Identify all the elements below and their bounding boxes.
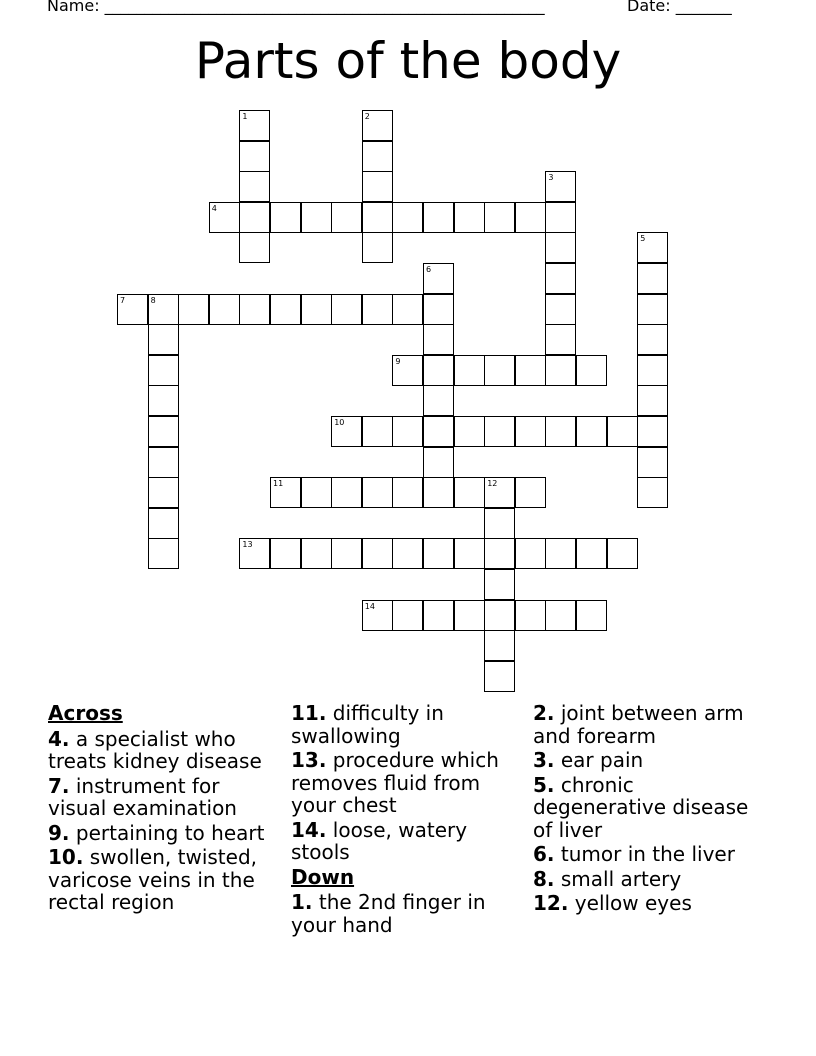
grid-cell[interactable]	[362, 600, 393, 631]
puzzle-title: Parts of the body	[194, 32, 622, 90]
grid-cell[interactable]	[515, 416, 546, 447]
clue-text: pertaining to heart	[75, 820, 265, 845]
clue-number: 12.	[533, 891, 569, 915]
grid-cell[interactable]	[270, 538, 301, 569]
grid-cell[interactable]	[392, 416, 423, 447]
grid-cell[interactable]	[454, 202, 485, 233]
cell-number: 14	[364, 601, 375, 611]
grid-cell[interactable]	[423, 263, 454, 294]
grid-cell[interactable]	[423, 600, 454, 631]
clue-column-3	[533, 702, 769, 917]
grid-cell[interactable]	[545, 538, 576, 569]
clue-across-7	[48, 775, 284, 820]
clue-number: 14.	[291, 817, 327, 842]
grid-cell[interactable]	[484, 569, 515, 600]
grid-cell[interactable]	[209, 294, 240, 325]
grid-cell[interactable]	[545, 294, 576, 325]
cell-number: 9	[395, 356, 401, 366]
grid-cell[interactable]	[484, 661, 515, 692]
grid-cell[interactable]	[362, 294, 393, 325]
name-field-label[interactable]: Name: _______________________________________________________	[47, 0, 545, 15]
grid-cell[interactable]	[454, 477, 485, 508]
grid-cell[interactable]	[239, 141, 270, 172]
grid-cell[interactable]	[607, 416, 638, 447]
grid-cell[interactable]	[423, 385, 454, 416]
grid-cell[interactable]	[270, 294, 301, 325]
clue-number: 10.	[48, 845, 84, 869]
clue-number: 2.	[533, 701, 555, 725]
grid-cell[interactable]	[392, 538, 423, 569]
clue-across-10	[48, 846, 284, 914]
clue-column-1	[48, 702, 284, 916]
grid-cell[interactable]	[148, 294, 179, 325]
grid-cell[interactable]	[423, 538, 454, 569]
grid-cell[interactable]	[423, 324, 454, 355]
cell-number: 12	[487, 479, 498, 489]
grid-cell[interactable]	[515, 202, 546, 233]
grid-cell[interactable]	[545, 202, 576, 233]
grid-cell[interactable]	[545, 324, 576, 355]
grid-cell[interactable]	[423, 416, 454, 447]
grid-cell[interactable]	[148, 355, 179, 386]
grid-cell[interactable]	[148, 538, 179, 569]
grid-cell[interactable]	[515, 600, 546, 631]
grid-cell[interactable]	[209, 202, 240, 233]
clue-down-6	[533, 843, 769, 866]
grid-cell[interactable]	[148, 416, 179, 447]
clue-across-13	[291, 749, 527, 817]
grid-cell[interactable]	[637, 385, 668, 416]
grid-cell[interactable]	[576, 600, 607, 631]
cell-number: 2	[364, 112, 370, 121]
grid-cell[interactable]	[423, 202, 454, 233]
cell-number: 6	[426, 265, 432, 274]
grid-cell[interactable]	[392, 202, 423, 233]
grid-cell[interactable]	[515, 355, 546, 386]
grid-cell[interactable]	[362, 538, 393, 569]
clue-down-12	[533, 892, 769, 915]
cell-number: 4	[211, 203, 217, 213]
clue-across-4	[48, 728, 284, 773]
grid-cell[interactable]	[331, 477, 362, 508]
grid-cell[interactable]	[637, 294, 668, 325]
clue-number: 7.	[48, 773, 70, 798]
grid-cell[interactable]	[545, 263, 576, 294]
clue-across-11	[291, 702, 527, 747]
grid-cell[interactable]	[239, 538, 270, 569]
grid-cell[interactable]	[545, 232, 576, 263]
grid-cell[interactable]	[423, 477, 454, 508]
grid-cell[interactable]	[545, 171, 576, 202]
grid-cell[interactable]	[331, 294, 362, 325]
clue-down-1	[291, 891, 527, 936]
clue-down-8	[533, 868, 769, 891]
clue-across-9	[48, 822, 284, 845]
clue-text: small artery	[560, 866, 682, 891]
clue-text: instrument for visual examination	[48, 773, 237, 820]
clue-number: 5.	[533, 772, 555, 797]
grid-cell[interactable]	[576, 538, 607, 569]
clue-number: 13.	[291, 748, 327, 772]
clue-across-14	[291, 819, 527, 864]
grid-cell[interactable]	[392, 294, 423, 325]
across-heading: Across	[48, 701, 123, 725]
grid-cell[interactable]	[545, 600, 576, 631]
grid-cell[interactable]	[637, 324, 668, 355]
grid-cell[interactable]	[484, 202, 515, 233]
grid-cell[interactable]	[637, 416, 668, 447]
grid-cell[interactable]	[576, 355, 607, 386]
grid-cell[interactable]	[637, 447, 668, 478]
grid-cell[interactable]	[454, 538, 485, 569]
grid-cell[interactable]	[484, 477, 515, 508]
grid-cell[interactable]	[637, 263, 668, 294]
clue-text: swollen, twisted, varicose veins in the rectal region	[48, 845, 257, 914]
grid-cell[interactable]	[301, 538, 332, 569]
grid-cell[interactable]	[301, 477, 332, 508]
grid-cell[interactable]	[484, 508, 515, 539]
grid-cell[interactable]	[637, 477, 668, 508]
grid-cell[interactable]	[545, 355, 576, 386]
grid-cell[interactable]	[331, 538, 362, 569]
grid-cell[interactable]	[362, 477, 393, 508]
grid-cell[interactable]	[362, 110, 393, 141]
grid-cell[interactable]	[637, 232, 668, 263]
grid-cell[interactable]	[454, 600, 485, 631]
cell-number: 11	[273, 479, 284, 489]
clue-number: 11.	[291, 701, 327, 725]
grid-cell[interactable]	[331, 202, 362, 233]
grid-cell[interactable]	[331, 416, 362, 447]
grid-cell[interactable]	[148, 324, 179, 355]
grid-cell[interactable]	[148, 385, 179, 416]
grid-cell[interactable]	[392, 355, 423, 386]
grid-cell[interactable]	[423, 355, 454, 386]
grid-cell[interactable]	[484, 355, 515, 386]
grid-cell[interactable]	[484, 538, 515, 569]
clue-number: 1.	[291, 890, 313, 914]
cell-number: 5	[640, 234, 646, 244]
clue-number: 9.	[48, 820, 70, 845]
clue-column-2	[291, 702, 527, 938]
clue-text: joint between arm and forearm	[533, 701, 744, 748]
grid-cell[interactable]	[270, 477, 301, 508]
cell-number: 10	[334, 418, 345, 427]
grid-cell[interactable]	[362, 232, 393, 263]
clue-down-3	[533, 749, 769, 772]
grid-cell[interactable]	[423, 447, 454, 478]
clue-text: ear pain	[560, 748, 644, 772]
clue-text: yellow eyes	[574, 891, 692, 915]
down-heading: Down	[291, 864, 355, 889]
grid-cell[interactable]	[454, 416, 485, 447]
grid-cell[interactable]	[576, 416, 607, 447]
cell-number: 13	[242, 540, 253, 550]
grid-cell[interactable]	[301, 294, 332, 325]
grid-cell[interactable]	[392, 600, 423, 631]
grid-cell[interactable]	[607, 538, 638, 569]
grid-cell[interactable]	[484, 600, 515, 631]
grid-cell[interactable]	[484, 630, 515, 661]
grid-cell[interactable]	[239, 110, 270, 141]
cell-number: 8	[150, 295, 156, 305]
clue-text: the 2nd finger in your hand	[291, 890, 486, 937]
grid-cell[interactable]	[148, 447, 179, 478]
grid-cell[interactable]	[148, 508, 179, 539]
grid-cell[interactable]	[239, 232, 270, 263]
clue-text: procedure which removes fluid from your chest	[291, 748, 499, 817]
grid-cell[interactable]	[484, 416, 515, 447]
grid-cell[interactable]	[117, 294, 148, 325]
clue-down-2	[533, 702, 769, 747]
grid-cell[interactable]	[239, 202, 270, 233]
grid-cell[interactable]	[637, 355, 668, 386]
clue-down-5	[533, 774, 769, 842]
grid-cell[interactable]	[362, 416, 393, 447]
cell-number: 7	[120, 295, 126, 305]
grid-cell[interactable]	[362, 171, 393, 202]
grid-cell[interactable]	[270, 202, 301, 233]
grid-cell[interactable]	[515, 538, 546, 569]
grid-cell[interactable]	[239, 171, 270, 202]
clue-text: tumor in the liver	[560, 842, 735, 866]
grid-cell[interactable]	[148, 477, 179, 508]
clue-number: 8.	[533, 866, 555, 891]
clue-number: 4.	[48, 726, 70, 751]
grid-cell[interactable]	[454, 355, 485, 386]
grid-cell[interactable]	[239, 294, 270, 325]
clue-text: loose, watery stools	[291, 817, 468, 864]
grid-cell[interactable]	[362, 202, 393, 233]
cell-number: 3	[548, 173, 554, 183]
clue-text: a specialist who treats kidney disease	[48, 726, 262, 773]
date-field-label[interactable]: Date: _______	[627, 0, 732, 15]
clue-number: 6.	[533, 842, 555, 866]
grid-cell[interactable]	[392, 477, 423, 508]
grid-cell[interactable]	[178, 294, 209, 325]
cell-number: 1	[242, 112, 248, 121]
grid-cell[interactable]	[423, 294, 454, 325]
clue-number: 3.	[533, 748, 555, 772]
grid-cell[interactable]	[545, 416, 576, 447]
clue-text: difficulty in swallowing	[291, 701, 444, 748]
clue-text: chronic degenerative disease of liver	[533, 772, 749, 842]
grid-cell[interactable]	[515, 477, 546, 508]
grid-cell[interactable]	[362, 141, 393, 172]
grid-cell[interactable]	[301, 202, 332, 233]
